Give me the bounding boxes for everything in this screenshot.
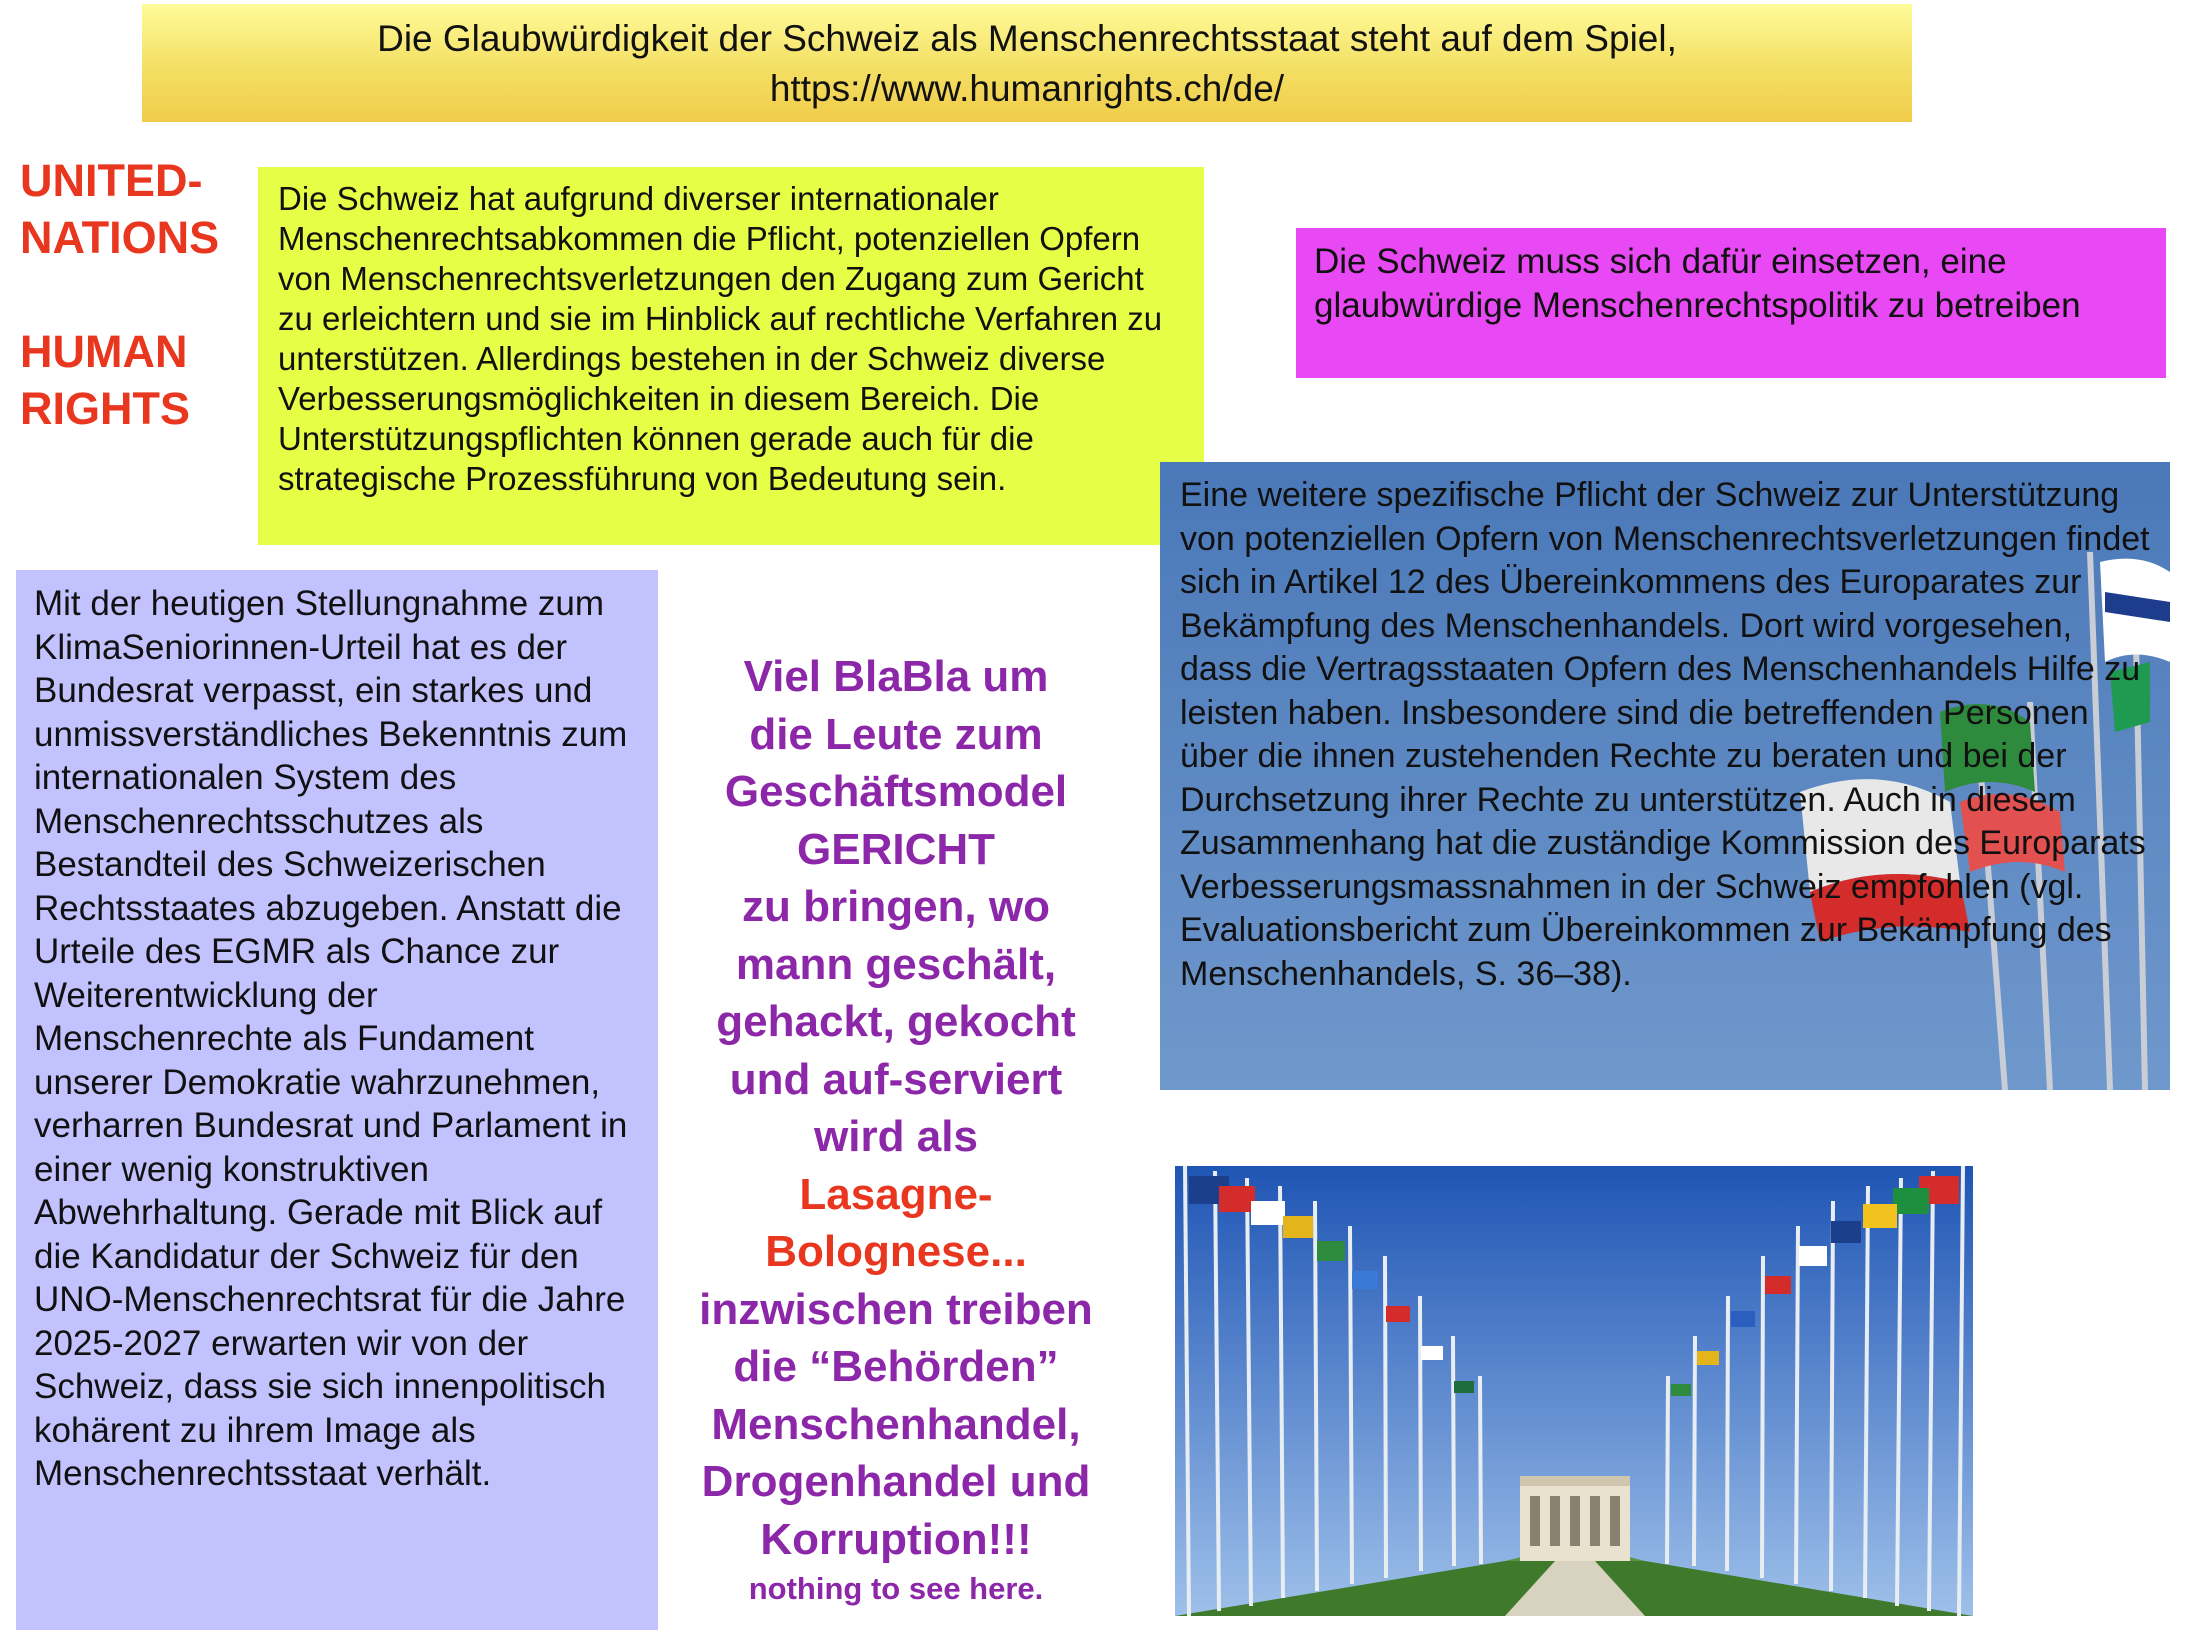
flags-avenue-photo <box>1175 1166 1973 1616</box>
commentary-line: Drogenhandel und <box>701 1457 1091 1506</box>
title-link[interactable]: https://www.humanrights.ch/de/ <box>769 68 1285 109</box>
side-heading-line-3: HUMAN <box>20 326 188 377</box>
side-heading-line-4: RIGHTS <box>20 383 191 434</box>
commentary-line: gehackt, gekocht <box>716 997 1076 1046</box>
credibility-text-box <box>1296 228 2166 378</box>
commentary-line: und auf-serviert <box>729 1054 1063 1104</box>
commentary-line: Menschenhandel, <box>711 1399 1081 1449</box>
duty-text: Die Schweiz hat aufgrund diverser internationaler Menschenrechtsabkommen die Pflicht, potenziellen Opfern von Menschenrechtsverletzungen den Zugang zum Gericht zu erleichtern und sie im Hinblick auf rechtliche Verfahren zu unterstützen. Allerdings bestehen in der Schweiz diverse Verbesserungsmöglichkeiten in diesem Bereich. Die Unterstützungspflichten können gerade auch für die strategische Prozessführung von Bedeutung sein. <box>278 180 1163 497</box>
title-line-1: Die Glaubwürdigkeit der Schweiz als Menschenrechtsstaat steht auf dem Spiel, <box>377 18 1677 59</box>
title-banner <box>142 4 1912 122</box>
side-heading <box>20 152 250 437</box>
article-12-text: Eine weitere spezifische Pflicht der Schweiz zur Unterstützung von potenziellen Opfern von Menschenrechtsverletzungen findet sich in Artikel 12 des Übereinkommens des Europarates zur Bekämpfung des Menschenhandels. Dort wird vorgesehen, dass die Vertragsstaaten Opfern des Menschenhandels Hilfe zu leisten haben. Insbesondere sind die betreffenden Personen über die ihnen zustehenden Rechte zu beraten und bei der Durchsetzung ihrer Rechte zu unterstützen. Auch in diesem Zusammenhang hat die zuständige Kommission des Europarats Verbesserungsmassnahmen in der Schweiz empfohlen (vgl. Evaluationsbericht zum Übereinkommen zur Bekämpfung des Menschenhandels, S. 36–38). <box>1180 476 2150 993</box>
commentary-line: Geschäftsmodel <box>724 767 1068 816</box>
article-12-text-box <box>1160 462 2170 1090</box>
statement-text-box <box>16 570 658 1630</box>
commentary-line-red: Bolognese... <box>765 1227 1027 1276</box>
commentary-line: wird als <box>814 1112 978 1161</box>
commentary-line-red: Lasagne- <box>799 1169 993 1219</box>
side-heading-line-1: UNITED- <box>20 155 203 206</box>
commentary-line: GERICHT <box>797 824 995 874</box>
commentary-line: die “Behörden” <box>733 1342 1059 1391</box>
commentary-footer: nothing to see here. <box>748 1571 1044 1606</box>
commentary-text <box>656 648 1136 1610</box>
commentary-line: mann geschält, <box>735 939 1057 989</box>
statement-text: Mit der heutigen Stellungnahme zum KlimaSeniorinnen-Urteil hat es der Bundesrat verpasst, ein starkes und unmissverständliches Bekenntnis zum internationalen System des Menschenrechtsschutzes als Bestandteil des Schweizerischen Rechtsstaates abzugeben. Anstatt die Urteile des EGMR als Chance zur Weiterentwicklung der Menschenrechte als Fundament unserer Demokratie wahrzunehmen, verharren Bundesrat und Parlament in einer wenig konstruktiven Abwehrhaltung. Gerade mit Blick auf die Kandidatur der Schweiz für den UNO-Menschenrechtsrat für die Jahre 2025-2027 erwarten wir von der Schweiz, dass sie sich innenpolitisch kohärent zu ihrem Image als Menschenrechtsstaat verhält. <box>34 584 628 1493</box>
duty-text-box <box>258 167 1204 545</box>
commentary-line: inzwischen treiben <box>699 1284 1093 1334</box>
side-heading-line-2: NATIONS <box>20 212 220 263</box>
commentary-line: zu bringen, wo <box>742 882 1050 931</box>
commentary-line: Viel BlaBla um <box>743 652 1049 701</box>
commentary-line: Korruption!!! <box>760 1514 1032 1564</box>
flags-avenue-image <box>1175 1166 1973 1616</box>
commentary-line: die Leute zum <box>749 709 1043 759</box>
credibility-text: Die Schweiz muss sich dafür einsetzen, eine glaubwürdige Menschenrechtspolitik zu betreiben <box>1314 242 2081 325</box>
